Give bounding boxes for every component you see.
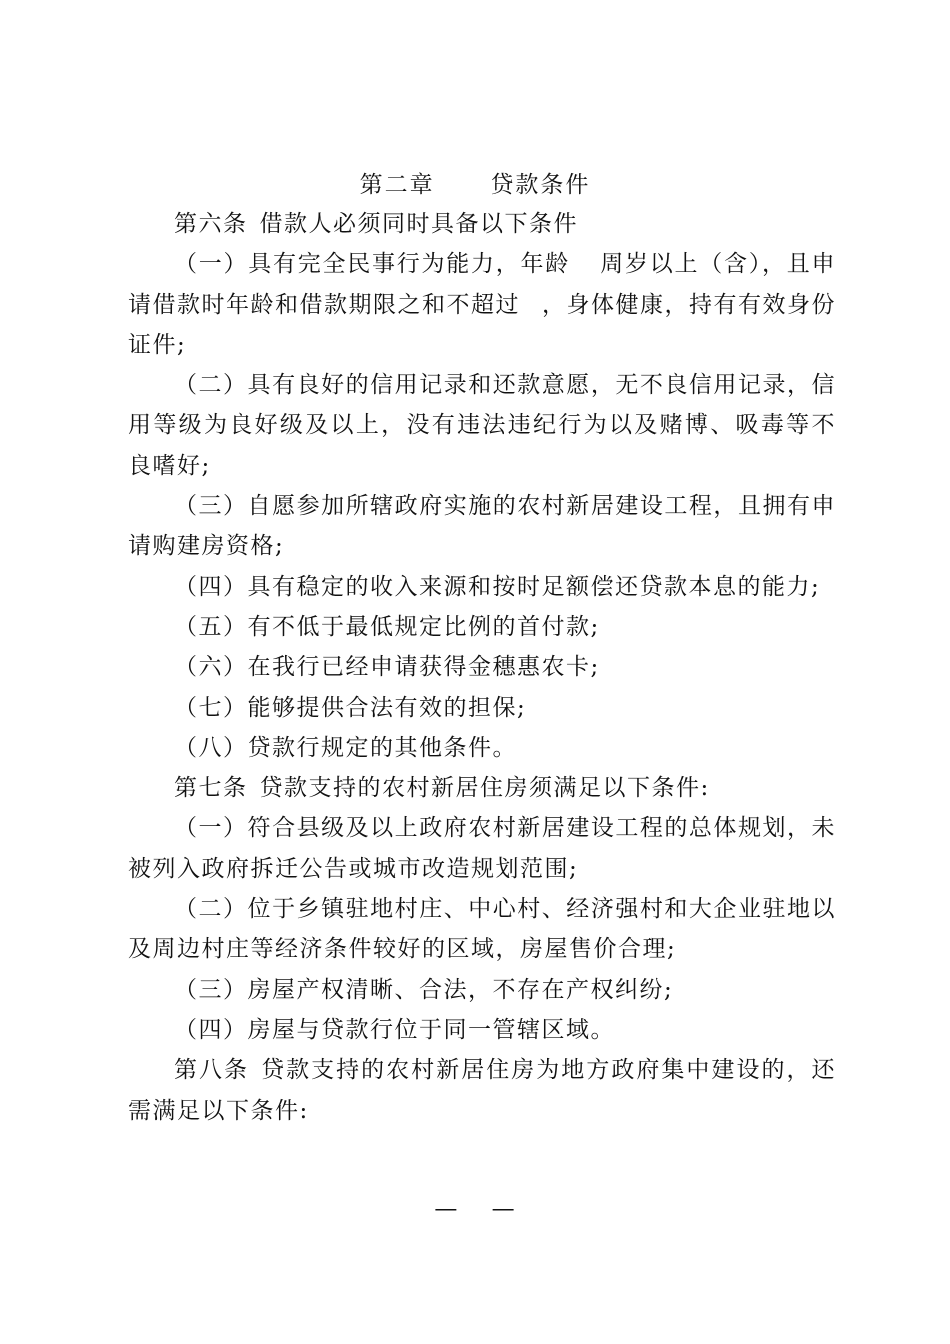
article-8-heading — [128, 1050, 836, 1131]
article-6-item-5: （五）有不低于最低规定比例的首付款; — [174, 613, 600, 640]
article-6-item-1 — [128, 244, 836, 365]
article-7-heading — [128, 768, 836, 808]
article-6-label: 第六条 — [174, 211, 248, 237]
article-6-title: 借款人必须同时具备以下条件 — [259, 211, 578, 237]
article-6-item-3: （三）自愿参加所辖政府实施的农村新居建设工程，且拥有申请购建房资格; — [128, 493, 836, 560]
article-6-item-4: （四）具有稳定的收入来源和按时足额偿还贷款本息的能力; — [174, 573, 821, 600]
article-7-item-3: （三）房屋产权清晰、合法，不存在产权纠纷; — [174, 976, 674, 1003]
article-6-item-1-part-a: （一）具有完全民事行为能力，年龄 — [174, 251, 570, 278]
article-6-heading — [128, 204, 836, 244]
article-8-title: 贷款支持的农村新居住房为地方政府集中建设的，还需满足以下条件: — [128, 1057, 837, 1124]
article-6-item-2: （二）具有良好的信用记录和还款意愿，无不良信用记录，信用等级为良好级及以上，没有违法违纪行为以及赌博、吸毒等不良嗜好; — [128, 372, 836, 479]
article-6-item-8: （八）贷款行规定的其他条件。 — [174, 734, 517, 761]
article-7-item-4: （四）房屋与贷款行位于同一管辖区域。 — [174, 1016, 615, 1043]
article-7-label: 第七条 — [174, 775, 248, 802]
article-6-item-7: （七）能够提供合法有效的担保; — [174, 694, 527, 721]
document-body — [128, 204, 836, 1131]
article-7-title: 贷款支持的农村新居住房须满足以下条件: — [259, 775, 710, 802]
article-8-label: 第八条 — [174, 1057, 250, 1084]
article-6-item-6: （六）在我行已经申请获得金穗惠农卡; — [174, 654, 600, 681]
article-6-item-1-part-b: 周岁以上（含），且申请借款时年龄和借款期限之和不超过 — [128, 251, 836, 318]
page-number-footer: — — — [434, 1196, 516, 1222]
chapter-title: 第二章 贷款条件 — [359, 172, 591, 198]
article-7-item-1: （一）符合县级及以上政府农村新居建设工程的总体规划，未被列入政府拆迁公告或城市改造规划范围; — [128, 815, 836, 882]
article-6-item-1-part-c: ，身体健康，持有有效身份证件; — [128, 291, 836, 358]
article-7-item-2: （二）位于乡镇驻地村庄、中心村、经济强村和大企业驻地以及周边村庄等经济条件较好的区域，房屋售价合理; — [128, 896, 836, 963]
